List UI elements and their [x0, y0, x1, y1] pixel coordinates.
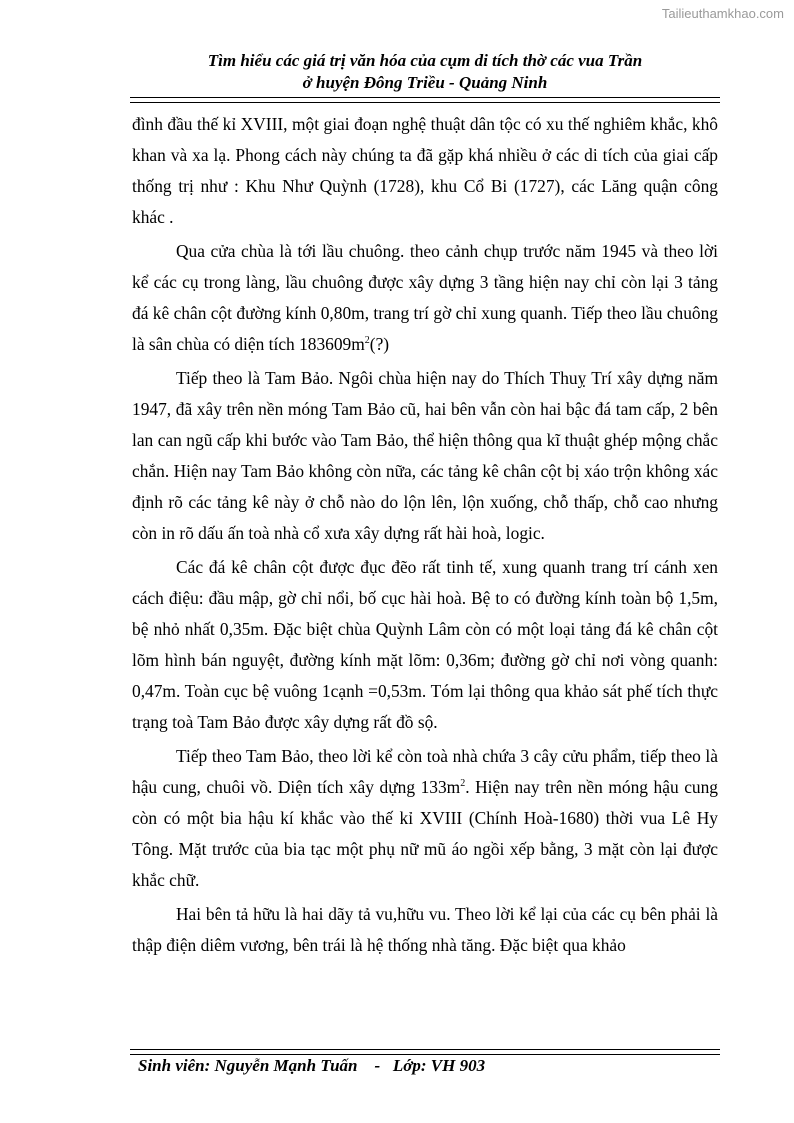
paragraph-2-tail: (?)	[369, 334, 390, 354]
paragraph-5-tail: . Hiện nay trên nền móng hậu cung còn có một bia hậu kí khắc vào thế kỉ XVIII (Chính Hoà-1680) thời vua Lê Hy Tông. Mặt trước của bia tạc một phụ nữ mũ áo ngồi xếp bằng, 3 mặt còn lại được khắc chữ.	[132, 777, 718, 890]
header-title-line1: Tìm hiểu các giá trị văn hóa của cụm di tích thờ các vua Trần	[207, 51, 643, 70]
paragraph-1: đình đầu thế kỉ XVIII, một giai đoạn nghệ thuật dân tộc có xu thế nghiêm khắc, khô khan và xa lạ. Phong cách này chúng ta đã gặp khá nhiều ở các di tích của giai cấp thống trị như : Khu Như Quỳnh (1728), khu Cổ Bi (1727), các Lăng quận công khác .	[132, 114, 718, 227]
paragraph-3: Tiếp theo là Tam Bảo. Ngôi chùa hiện nay do Thích Thuỵ Trí xây dựng năm 1947, đã xây trên nền móng Tam Bảo cũ, hai bên vẫn còn hai bậc đá tam cấp, 2 bên lan can ngũ cấp khi bước vào Tam Bảo, thể hiện thông qua kĩ thuật ghép mộng chắc chắn. Hiện nay Tam Bảo không còn nữa, các tảng kê chân cột bị xáo trộn không xác định rõ các tảng kê này ở chỗ nào do lộn lên, lộn xuống, chỗ thấp, chỗ cao nhưng còn in rõ dấu ấn toà nhà cổ xưa xây dựng rất hài hoà, logic.	[132, 368, 718, 543]
paragraph-2-text: Qua cửa chùa là tới lầu chuông. theo cảnh chụp trước năm 1945 và theo lời kể các cụ trong làng, lầu chuông được xây dựng 3 tầng hiện nay chỉ còn lại 3 tảng đá kê chân cột đường kính 0,80m, trang trí gờ chỉ xung quanh. Tiếp theo lầu chuông là sân chùa có diện tích 183609m	[132, 241, 718, 354]
document-body	[132, 109, 718, 964]
paragraph-5-text: Tiếp theo Tam Bảo, theo lời kể còn toà nhà chứa 3 cây cửu phẩm, tiếp theo là hậu cung, chuôi vồ. Diện tích xây dựng 133m	[132, 746, 718, 797]
watermark: Tailieuthamkhao.com	[661, 6, 784, 21]
paragraph-2	[132, 236, 718, 360]
header-title-line2: ở huyện Đông Triều - Quảng Ninh	[302, 73, 548, 92]
paragraph-4: Các đá kê chân cột được đục đẽo rất tinh tế, xung quanh trang trí cánh xen cách điệu: đầu mập, gờ chỉ nổi, bố cục hài hoà. Bệ to có đường kính toàn bộ 1,5m, bệ nhỏ nhất 0,35m. Đặc biệt chùa Quỳnh Lâm còn có một loại tảng đá kê chân cột lõm hình bán nguyệt, đường kính mặt lõm: 0,36m; đường gờ chỉ nơi vòng quanh: 0,47m. Toàn cục bệ vuông 1cạnh =0,53m. Tóm lại thông qua khảo sát phế tích thực trạng toà Tam Bảo được xây dựng rất đồ sộ.	[132, 557, 718, 732]
superscript: 2	[460, 778, 466, 790]
paragraph-6: Hai bên tả hữu là hai dãy tả vu,hữu vu. Theo lời kể lại của các cụ bên phải là thập điện diêm vương, bên trái là hệ thống nhà tăng. Đặc biệt qua khảo	[132, 904, 718, 955]
superscript: 2	[364, 335, 370, 347]
paragraph-5	[132, 741, 718, 896]
footer-divider	[130, 1049, 720, 1055]
header-divider	[130, 97, 720, 103]
page-footer: Sinh viên: Nguyễn Mạnh Tuấn - Lớp: VH 903	[138, 1056, 486, 1075]
page-header	[130, 50, 720, 94]
